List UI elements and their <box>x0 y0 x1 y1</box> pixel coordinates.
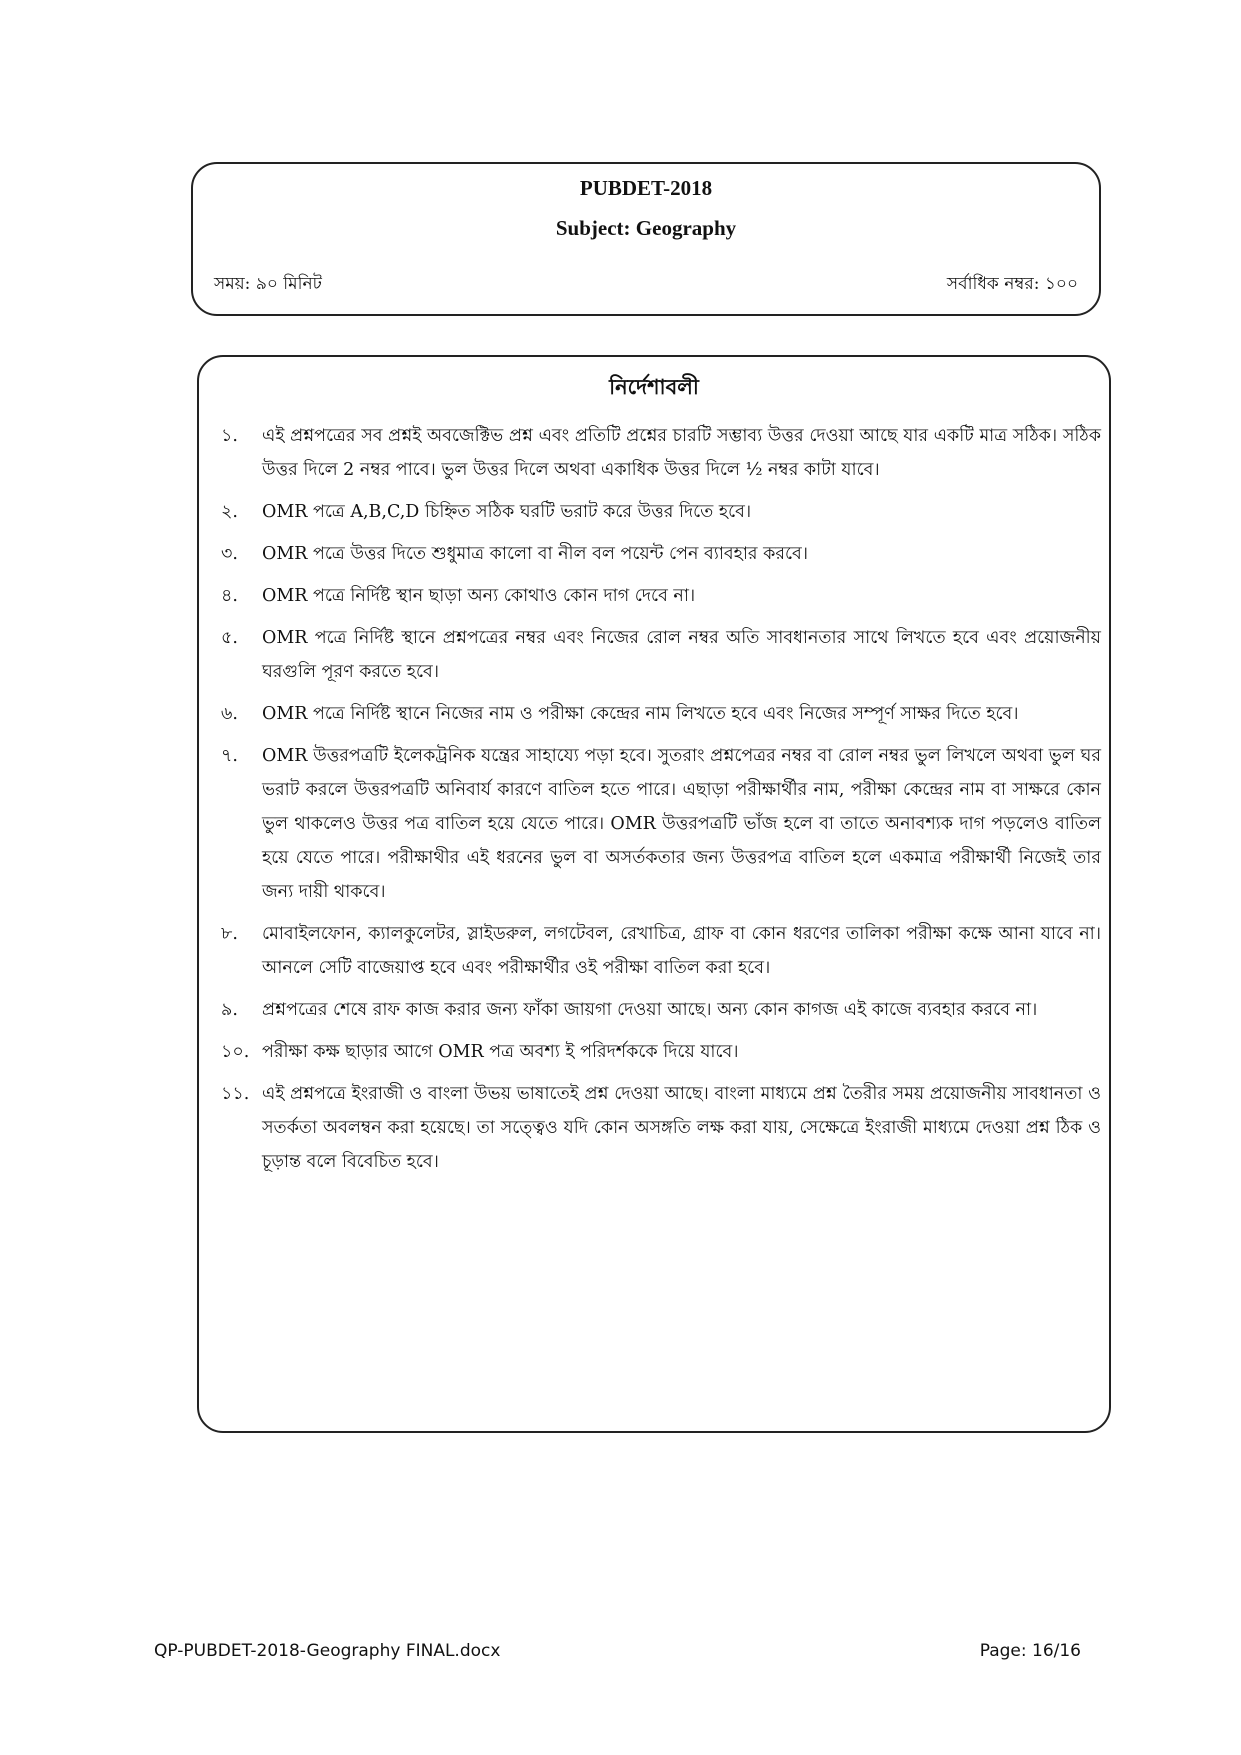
instruction-number: ৯. <box>221 1000 238 1020</box>
instructions-list <box>221 419 1101 1187</box>
instruction-number: ৩. <box>221 544 238 564</box>
instruction-item <box>221 537 1101 571</box>
instructions-heading: নির্দেশাবলী <box>609 374 699 399</box>
instruction-item <box>221 495 1101 529</box>
instruction-number: ৭. <box>221 746 238 766</box>
instruction-number: ৬. <box>221 704 238 724</box>
instruction-number: ২. <box>221 502 238 522</box>
instruction-text: পরীক্ষা কক্ষ ছাড়ার আগে OMR পত্র অবশ্য ই পরিদর্শককে দিয়ে যাবে। <box>262 1042 739 1062</box>
exam-header-box <box>191 162 1101 316</box>
instruction-number: ১১. <box>221 1084 250 1104</box>
exam-time: সময়: ৯০ মিনিট <box>214 274 322 294</box>
instruction-text: এই প্রশ্নপত্রের সব প্রশ্নই অবজেক্টিভ প্রশ্ন এবং প্রতিটি প্রশ্নের চারটি সম্ভাব্য উত্তর দেওয়া আছে যার একটি মাত্র সঠিক। সঠিক উত্তর দিলে 2 নম্বর পাবে। ভুল উত্তর দিলে অথবা একাধিক উত্তর দিলে ½ নম্বর কাটা যাবে। <box>262 426 1101 480</box>
instruction-item <box>221 621 1101 689</box>
footer-page-number: Page: 16/16 <box>979 1641 1081 1661</box>
instruction-text: OMR পত্রে উত্তর দিতে শুধুমাত্র কালো বা নীল বল পয়েন্ট পেন ব্যাবহার করবে। <box>262 544 809 564</box>
exam-max-marks: সর্বাধিক নম্বর: ১০০ <box>946 274 1078 294</box>
instruction-text: OMR পত্রে নির্দিষ্ট স্থানে নিজের নাম ও পরীক্ষা কেন্দ্রের নাম লিখতে হবে এবং নিজের সম্পূর্ণ সাক্ষর দিতে হবে। <box>262 704 1019 724</box>
instruction-item <box>221 419 1101 487</box>
instruction-item <box>221 697 1101 731</box>
instruction-number: ১. <box>221 426 238 446</box>
exam-title: PUBDET-2018 <box>579 176 713 200</box>
instruction-text: মোবাইলফোন, ক্যালকুলেটর, স্লাইডরুল, লগটেবল, রেখাচিত্র, গ্রাফ বা কোন ধরণের তালিকা পরীক্ষা কক্ষে আনা যাবে না। আনলে সেটি বাজেয়াপ্ত হবে এবং পরীক্ষার্থীর ওই পরীক্ষা বাতিল করা হবে। <box>262 924 1101 978</box>
instruction-number: ১০. <box>221 1042 250 1062</box>
instruction-item <box>221 1077 1101 1179</box>
exam-subject: Subject: Geography <box>555 216 737 240</box>
instruction-item <box>221 739 1101 909</box>
instruction-text: প্রশ্নপত্রের শেষে রাফ কাজ করার জন্য ফাঁকা জায়গা দেওয়া আছে। অন্য কোন কাগজ এই কাজে ব্যবহার করবে না। <box>262 1000 1038 1020</box>
instruction-text: OMR পত্রে A,B,C,D চিহ্নিত সঠিক ঘরটি ভরাট করে উত্তর দিতে হবে। <box>262 502 752 522</box>
instruction-number: ৪. <box>221 586 238 606</box>
instruction-text: এই প্রশ্নপত্রে ইংরাজী ও বাংলা উভয় ভাষাতেই প্রশ্ন দেওয়া আছে। বাংলা মাধ্যমে প্রশ্ন তৈরীর সময় প্রয়োজনীয় সাবধানতা ও সতর্কতা অবলম্বন করা হয়েছে। তা সত্ত্বেও যদি কোন অসঙ্গতি লক্ষ করা যায়, সেক্ষেত্রে ইংরাজী মাধ্যমে দেওয়া প্রশ্ন ঠিক ও চূড়ান্ত বলে বিবেচিত হবে। <box>262 1084 1101 1172</box>
instructions-box <box>197 355 1111 1433</box>
instruction-item <box>221 993 1101 1027</box>
instruction-item <box>221 1035 1101 1069</box>
instruction-item <box>221 579 1101 613</box>
footer-filename: QP-PUBDET-2018-Geography FINAL.docx <box>154 1641 501 1661</box>
instruction-number: ৫. <box>221 628 238 648</box>
instruction-text: OMR উত্তরপত্রটি ইলেকট্রনিক যন্ত্রের সাহায্যে পড়া হবে। সুতরাং প্রশ্নপেত্রর নম্বর বা রোল নম্বর ভুল লিখলে অথবা ভুল ঘর ভরাট করলে উত্তরপত্রটি অনিবার্য কারণে বাতিল হতে পারে। এছাড়া পরীক্ষার্থীর নাম, পরীক্ষা কেন্দ্রের নাম বা সাক্ষরে কোন ভুল থাকলেও উত্তর পত্র বাতিল হয়ে যেতে পারে। OMR উত্তরপত্রটি ভাঁজ হলে বা তাতে অনাবশ্যক দাগ পড়লেও বাতিল হয়ে যেতে পারে। পরীক্ষাথীর এই ধরনের ভুল বা অসর্তকতার জন্য উত্তরপত্র বাতিল হলে একমাত্র পরীক্ষার্থী নিজেই তার জন্য দায়ী থাকবে। <box>262 746 1101 902</box>
instruction-text: OMR পত্রে নির্দিষ্ট স্থানে প্রশ্নপত্রের নম্বর এবং নিজের রোল নম্বর অতি সাবধানতার সাথে লিখতে হবে এবং প্রয়োজনীয় ঘরগুলি পূরণ করতে হবে। <box>262 628 1101 682</box>
instruction-item <box>221 917 1101 985</box>
instruction-text: OMR পত্রে নির্দিষ্ট স্থান ছাড়া অন্য কোথাও কোন দাগ দেবে না। <box>262 586 696 606</box>
instruction-number: ৮. <box>221 924 238 944</box>
